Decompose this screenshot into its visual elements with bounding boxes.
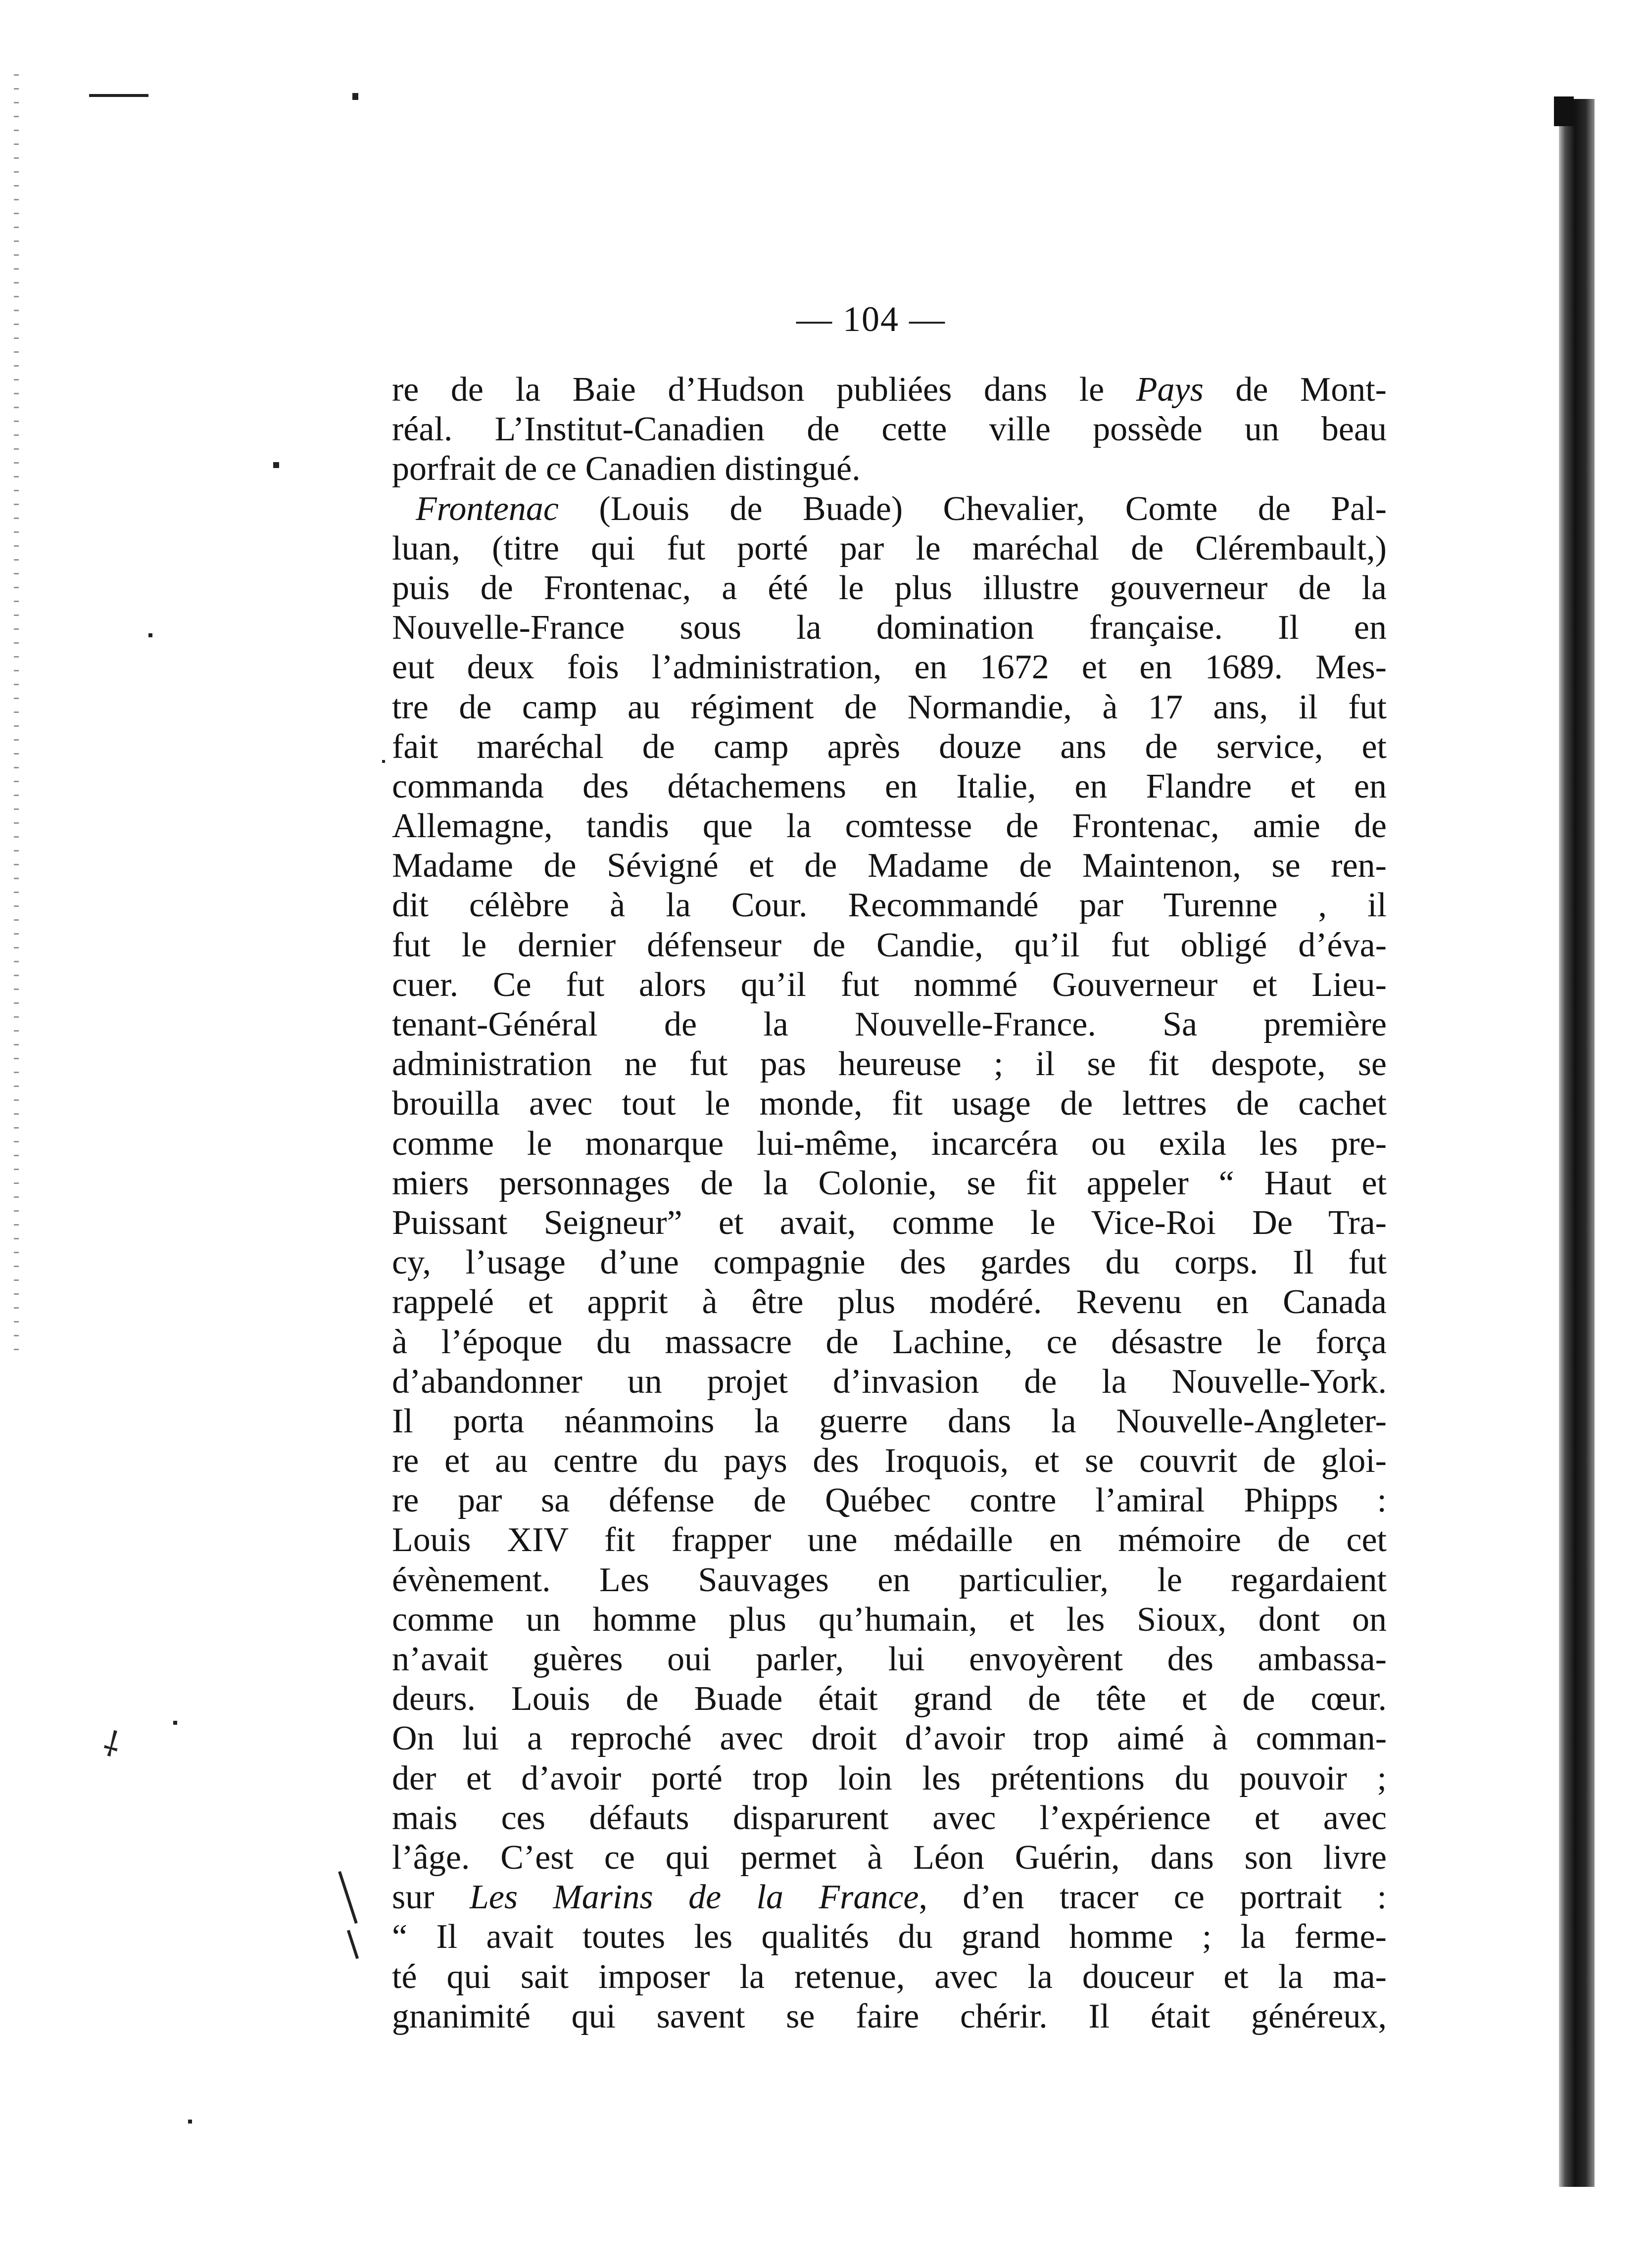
line-text: administration ne fut pas heureuse ; il se fit despote, se <box>392 1045 1387 1084</box>
text-line <box>392 410 1387 449</box>
scan-speck <box>89 94 148 97</box>
text-line <box>392 688 1387 727</box>
right-gutter-shadow <box>1559 99 1595 2187</box>
scan-speck <box>352 93 358 100</box>
line-text: On lui a reproché avec droit d’avoir trop aimé à comman- <box>392 1719 1387 1758</box>
text-line <box>392 1798 1387 1838</box>
text-line <box>392 1640 1387 1679</box>
text-line <box>392 370 1387 410</box>
line-text: évènement. Les Sauvages en particulier, le regardaient <box>392 1560 1387 1599</box>
text-line <box>392 1917 1387 1957</box>
text-line <box>392 1044 1387 1084</box>
line-text: miers personnages de la Colonie, se fit appeler “ Haut et <box>392 1164 1387 1202</box>
line-text: mais ces défauts disparurent avec l’expérience et avec <box>392 1798 1387 1837</box>
text-line <box>392 806 1387 846</box>
line-text: brouilla avec tout le monde, fit usage de lettres de cachet <box>392 1085 1387 1123</box>
line-text: à l’époque du massacre de Lachine, ce désastre le força <box>392 1323 1387 1361</box>
text-line <box>392 965 1387 1005</box>
text-line <box>392 846 1387 886</box>
italic-text: Frontenac <box>416 489 559 528</box>
text-line <box>392 886 1387 925</box>
scan-speck <box>188 2120 192 2124</box>
line-text: Louis XIV fit frapper une médaille en mémoire de cet <box>392 1521 1387 1559</box>
text-line <box>392 1878 1387 1917</box>
line-text: Nouvelle-France sous la domination française. Il en <box>392 609 1387 647</box>
text-line <box>392 1362 1387 1402</box>
line-text: puis de Frontenac, a été le plus illustre gouverneur de la <box>392 568 1387 607</box>
line-text: comme un homme plus qu’humain, et les Sioux, dont on <box>392 1600 1387 1639</box>
text-line <box>392 1402 1387 1441</box>
line-text: Puissant Seigneur” et avait, comme le Vice-Roi De Tra- <box>392 1203 1387 1242</box>
text-line <box>392 1560 1387 1600</box>
text-line <box>392 529 1387 568</box>
text-line <box>392 1005 1387 1044</box>
text-line <box>392 449 1387 489</box>
line-text: , d’en tracer ce portrait : <box>919 1878 1387 1917</box>
line-text: l’âge. C’est ce qui permet à Léon Guérin, dans son livre <box>392 1838 1387 1877</box>
text-line <box>392 608 1387 648</box>
line-text: der et d’avoir porté trop loin les prétentions du pouvoir ; <box>392 1759 1387 1797</box>
left-edge-scan-noise <box>14 74 19 1361</box>
line-text: deurs. Louis de Buade était grand de tête et de cœur. <box>392 1680 1387 1718</box>
text-line <box>392 767 1387 806</box>
line-text: comme le monarque lui-même, incarcéra ou exila les pre- <box>392 1124 1387 1163</box>
line-text: fut le dernier défenseur de Candie, qu’il fut obligé d’éva- <box>392 926 1387 964</box>
text-line <box>392 1838 1387 1878</box>
margin-pencil-mark: ⸸ <box>98 1723 125 1766</box>
text-line <box>392 568 1387 608</box>
text-line <box>392 1600 1387 1640</box>
text-line <box>392 926 1387 965</box>
text-line <box>392 1323 1387 1362</box>
line-text: Allemagne, tandis que la comtesse de Frontenac, amie de <box>392 807 1387 846</box>
text-line <box>392 1164 1387 1203</box>
text-line <box>392 1084 1387 1124</box>
text-line <box>392 1679 1387 1719</box>
margin-pencil-stroke <box>347 1930 359 1959</box>
line-text: d’abandonner un projet d’invasion de la Nouvelle-York. <box>392 1362 1387 1401</box>
text-line <box>392 489 1387 529</box>
text-line <box>392 1243 1387 1282</box>
line-text: tenant-Général de la Nouvelle-France. Sa première <box>392 1005 1387 1043</box>
line-text: rappelé et apprit à être plus modéré. Revenu en Canada <box>392 1283 1387 1322</box>
line-text: gnanimité qui savent se faire chérir. Il était généreux, <box>392 1997 1387 2035</box>
line-text: porfrait de ce Canadien distingué. <box>392 450 861 488</box>
line-text: cy, l’usage d’une compagnie des gardes du corps. Il fut <box>392 1243 1387 1282</box>
scan-speck <box>148 633 152 637</box>
text-line <box>392 1441 1387 1481</box>
page-number: — 104 — <box>796 299 946 339</box>
line-text: re de la Baie d’Hudson publiées dans le <box>392 371 1136 409</box>
text-line <box>392 648 1387 687</box>
margin-pencil-stroke <box>338 1871 358 1924</box>
text-line <box>392 1759 1387 1798</box>
text-line <box>392 1282 1387 1322</box>
line-text: fait maréchal de camp après douze ans de service, et <box>392 727 1387 766</box>
scan-speck <box>273 462 279 468</box>
right-gutter-top <box>1554 96 1574 126</box>
line-text: re et au centre du pays des Iroquois, et se couvrit de gloi- <box>392 1442 1387 1480</box>
line-text: eut deux fois l’administration, en 1672 et en 1689. Mes- <box>392 648 1387 687</box>
text-line <box>392 727 1387 767</box>
scan-speck <box>382 760 385 763</box>
line-text: té qui sait imposer la retenue, avec la douceur et la ma- <box>392 1957 1387 1996</box>
text-line <box>392 1203 1387 1243</box>
text-line <box>392 1124 1387 1164</box>
line-text: de Mont- <box>1203 371 1387 409</box>
text-line <box>392 1481 1387 1520</box>
text-line <box>392 1719 1387 1758</box>
line-text: (Louis de Buade) Chevalier, Comte de Pal- <box>559 489 1387 528</box>
line-text: “ Il avait toutes les qualités du grand homme ; la ferme- <box>392 1918 1387 1956</box>
line-text: dit célèbre à la Cour. Recommandé par Turenne , il <box>392 886 1387 925</box>
line-text: sur <box>392 1878 470 1917</box>
text-line <box>392 1520 1387 1560</box>
text-line <box>392 1997 1387 2036</box>
line-text: Madame de Sévigné et de Madame de Maintenon, se ren- <box>392 847 1387 885</box>
italic-text: Pays <box>1136 371 1204 409</box>
scan-speck <box>173 1721 177 1725</box>
line-text: n’avait guères oui parler, lui envoyèrent des ambassa- <box>392 1640 1387 1678</box>
italic-text: Les Marins de la France <box>469 1878 919 1917</box>
line-text: luan, (titre qui fut porté par le maréchal de Clérembault,) <box>392 529 1387 567</box>
line-text: re par sa défense de Québec contre l’amiral Phipps : <box>392 1481 1387 1520</box>
text-line <box>392 1957 1387 1997</box>
body-text <box>392 370 1387 2036</box>
line-text: réal. L’Institut-Canadien de cette ville possède un beau <box>392 410 1387 449</box>
line-text: tre de camp au régiment de Normandie, à 17 ans, il fut <box>392 688 1387 726</box>
line-text: cuer. Ce fut alors qu’il fut nommé Gouverneur et Lieu- <box>392 965 1387 1004</box>
line-text: commanda des détachemens en Italie, en Flandre et en <box>392 767 1387 805</box>
line-text: Il porta néanmoins la guerre dans la Nouvelle-Angleter- <box>392 1402 1387 1440</box>
